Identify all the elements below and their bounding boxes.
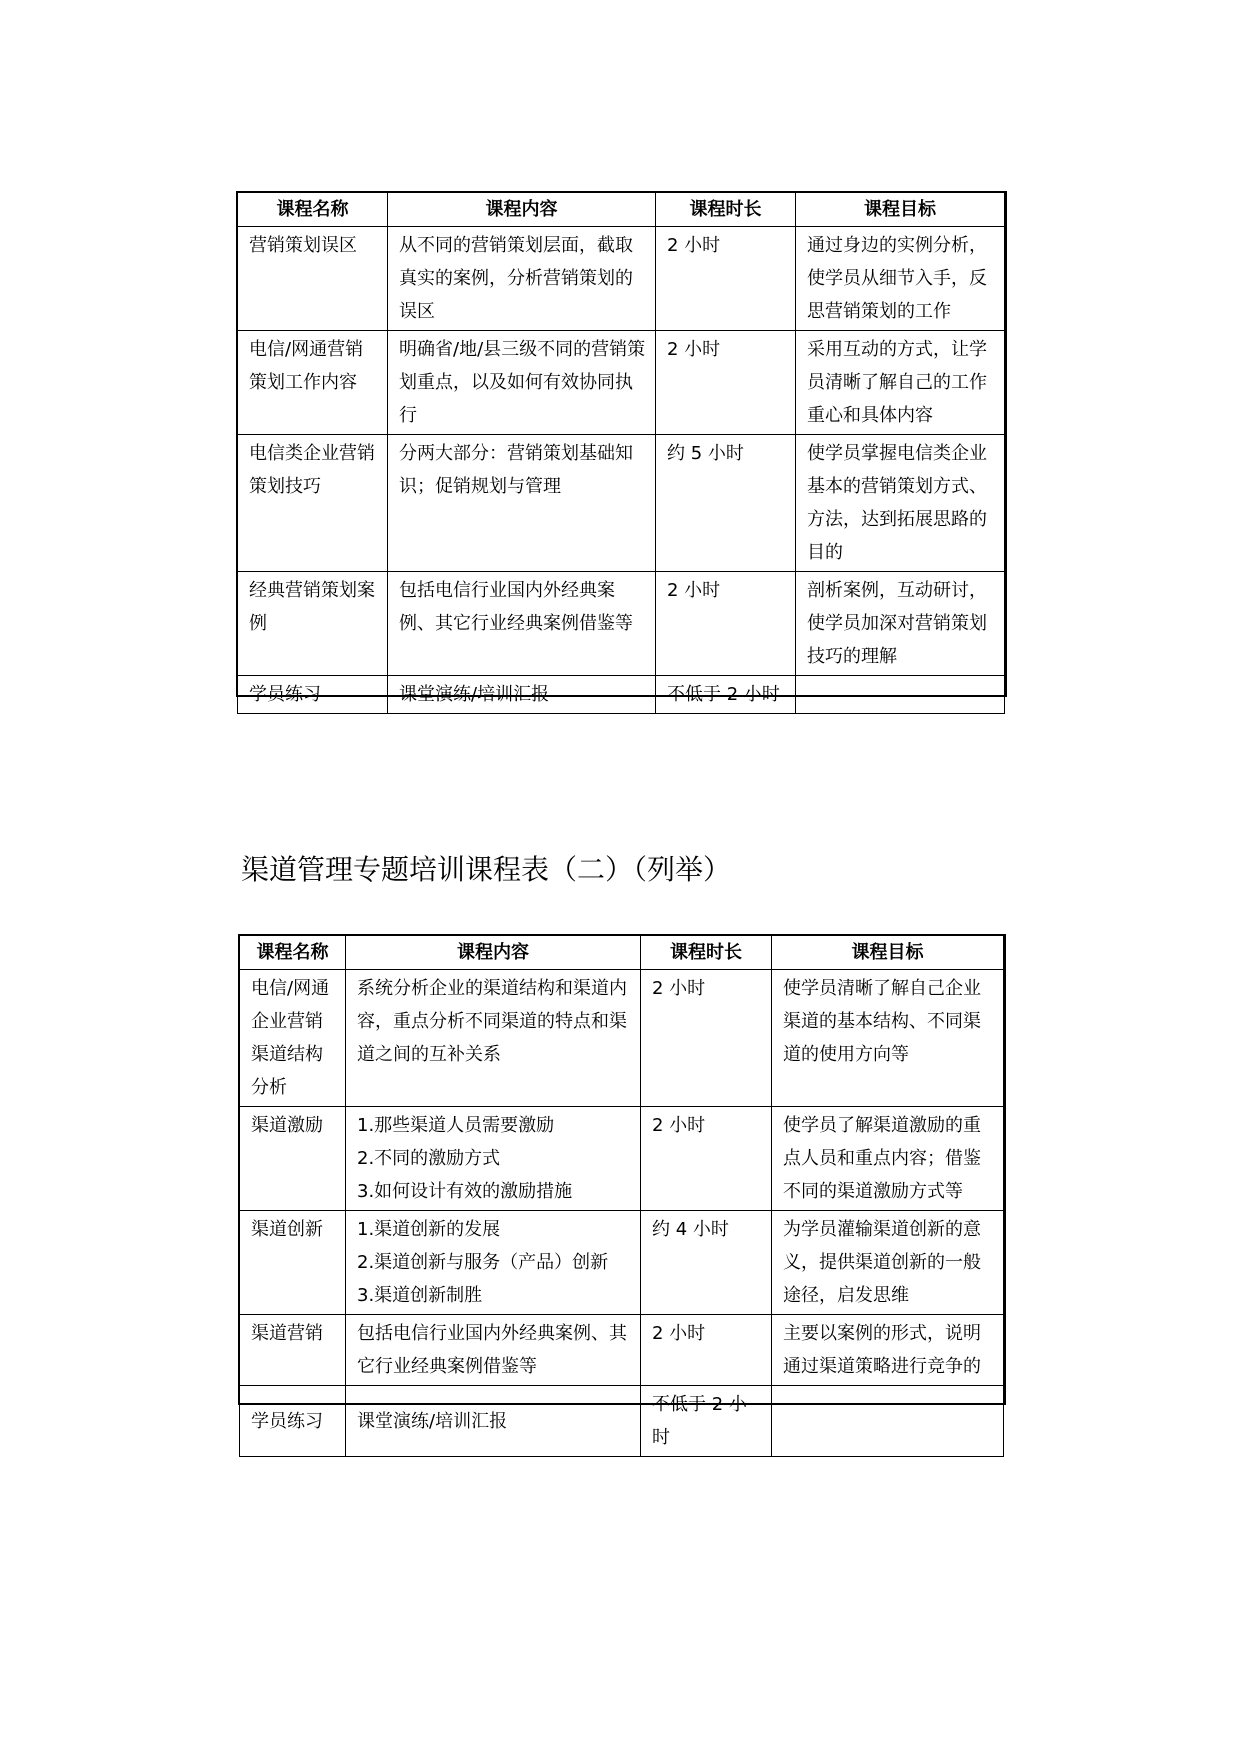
table-row: [238, 331, 1005, 435]
header-course-content: 课程内容: [346, 936, 641, 970]
cell-course-duration: 2 小时: [641, 1315, 772, 1386]
cell-course-content: [346, 970, 641, 1107]
cell-course-goal: [772, 1386, 1004, 1457]
header-course-duration: 课程时长: [641, 936, 772, 970]
table-row: [238, 435, 1005, 572]
cell-course-duration: 2 小时: [656, 331, 796, 435]
cell-course-goal: 使学员清晰了解自己企业渠道的基本结构、不同渠道的使用方向等: [772, 970, 1004, 1107]
content-line: 1.那些渠道人员需要激励: [357, 1115, 555, 1136]
cell-course-content: 包括电信行业国内外经典案例、其它行业经典案例借鉴等: [388, 572, 656, 676]
cell-course-content: [346, 1107, 641, 1211]
header-course-content: 课程内容: [388, 193, 656, 227]
content-line: 2.不同的激励方式: [357, 1148, 501, 1169]
cell-course-duration: 约 5 小时: [656, 435, 796, 572]
header-course-duration: 课程时长: [656, 193, 796, 227]
cell-course-content: 从不同的营销策划层面，截取真实的案例，分析营销策划的误区: [388, 227, 656, 331]
table-row: [240, 970, 1004, 1107]
cell-course-name: 电信类企业营销策划技巧: [238, 435, 388, 572]
content-line: 课堂演练/培训汇报: [357, 1410, 508, 1432]
cell-course-duration: 2 小时: [656, 227, 796, 331]
cell-course-goal: 剖析案例，互动研讨，使学员加深对营销策划技巧的理解: [796, 572, 1005, 676]
content-line: 系统分析企业的渠道结构和渠道内容，重点分析不同渠道的特点和渠道之间的互补关系: [357, 978, 627, 1065]
header-course-goal: 课程目标: [796, 193, 1005, 227]
table-header-row: [238, 193, 1005, 227]
cell-course-content: [346, 1386, 641, 1457]
table-header-row: [240, 936, 1004, 970]
cell-course-name: 渠道创新: [240, 1211, 346, 1315]
course-table-channel: [239, 935, 1004, 1457]
content-line: 2.渠道创新与服务（产品）创新: [357, 1252, 609, 1273]
cell-course-goal: 主要以案例的形式，说明通过渠道策略进行竞争的: [772, 1315, 1004, 1386]
cell-course-goal: 通过身边的实例分析，使学员从细节入手，反思营销策划的工作: [796, 227, 1005, 331]
header-course-name: 课程名称: [238, 193, 388, 227]
content-line: 3.如何设计有效的激励措施: [357, 1181, 573, 1202]
table-row: [240, 1315, 1004, 1386]
cell-course-duration: 不低于 2 小时: [641, 1386, 772, 1457]
cell-course-goal: 使学员掌握电信类企业基本的营销策划方式、方法，达到拓展思路的目的: [796, 435, 1005, 572]
cell-course-goal: [796, 676, 1005, 714]
cell-course-name: 学员练习: [238, 676, 388, 714]
cell-course-name: 渠道激励: [240, 1107, 346, 1211]
cell-course-name: 学员练习: [240, 1386, 346, 1457]
cell-course-name: 电信/网通企业营销渠道结构分析: [240, 970, 346, 1107]
cell-course-content: [346, 1315, 641, 1386]
table-row: [240, 1107, 1004, 1211]
table-row: [240, 1386, 1004, 1457]
cell-course-duration: 2 小时: [641, 1107, 772, 1211]
cell-course-goal: 使学员了解渠道激励的重点人员和重点内容；借鉴不同的渠道激励方式等: [772, 1107, 1004, 1211]
cell-course-name: 营销策划误区: [238, 227, 388, 331]
table-row: [240, 1211, 1004, 1315]
content-line: 包括电信行业国内外经典案例、其它行业经典案例借鉴等: [357, 1323, 627, 1377]
table-row: [238, 572, 1005, 676]
cell-course-name: 电信/网通营销策划工作内容: [238, 331, 388, 435]
cell-course-goal: 为学员灌输渠道创新的意义，提供渠道创新的一般途径，启发思维: [772, 1211, 1004, 1315]
content-line: 1.渠道创新的发展: [357, 1219, 501, 1240]
header-course-goal: 课程目标: [772, 936, 1004, 970]
cell-course-name: 经典营销策划案例: [238, 572, 388, 676]
course-table-marketing: [237, 192, 1005, 714]
header-course-name: 课程名称: [240, 936, 346, 970]
content-line: 3.渠道创新制胜: [357, 1285, 483, 1306]
cell-course-name: 渠道营销: [240, 1315, 346, 1386]
cell-course-goal: 采用互动的方式，让学员清晰了解自己的工作重心和具体内容: [796, 331, 1005, 435]
cell-course-duration: 2 小时: [641, 970, 772, 1107]
cell-course-duration: 不低于 2 小时: [656, 676, 796, 714]
cell-course-content: 课堂演练/培训汇报: [388, 676, 656, 714]
cell-course-content: [346, 1211, 641, 1315]
cell-course-duration: 2 小时: [656, 572, 796, 676]
cell-course-content: 明确省/地/县三级不同的营销策划重点，以及如何有效协同执行: [388, 331, 656, 435]
cell-course-content: 分两大部分：营销策划基础知识；促销规划与管理: [388, 435, 656, 572]
table-row: [238, 227, 1005, 331]
cell-course-duration: 约 4 小时: [641, 1211, 772, 1315]
table-row: [238, 676, 1005, 714]
section-title: 渠道管理专题培训课程表（二）（列举）: [241, 853, 732, 886]
